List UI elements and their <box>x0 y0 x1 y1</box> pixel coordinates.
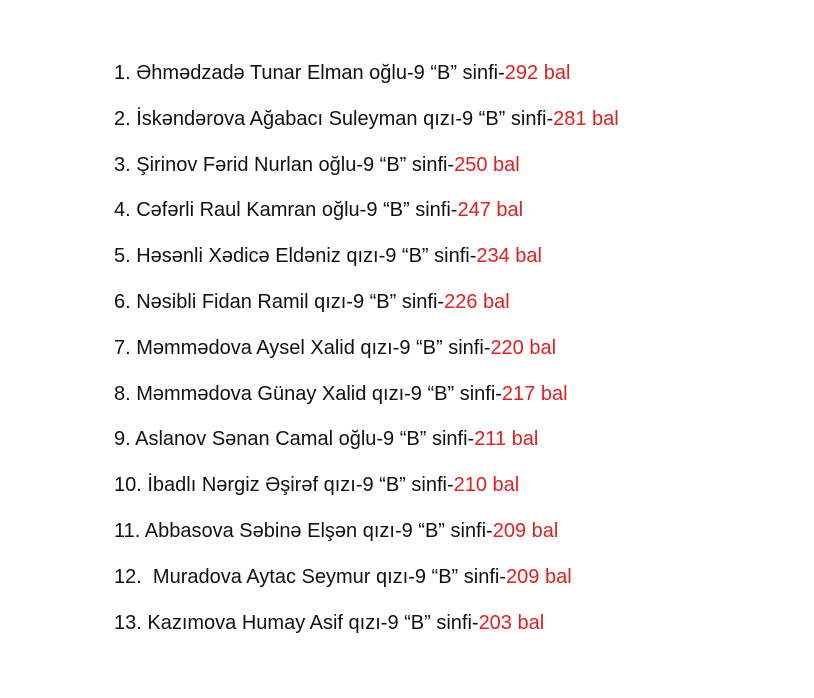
student-entry-text: 13. Kazımova Humay Asif qızı-9 “B” sinfi- <box>114 611 479 634</box>
student-entry-text: 5. Həsənli Xədicə Eldəniz qızı-9 “B” sinfi- <box>114 245 477 268</box>
score-value: 281 bal <box>553 107 619 130</box>
list-item <box>114 422 619 468</box>
score-value: 226 bal <box>444 290 510 313</box>
student-entry-text: 7. Məmmədova Aysel Xalid qızı-9 “B” sinfi- <box>114 336 491 359</box>
score-value: 210 bal <box>453 474 520 497</box>
ranking-list <box>114 56 619 651</box>
student-entry-text: 4. Cəfərli Raul Kamran oğlu-9 “B” sinfi- <box>114 199 458 222</box>
score-value: 220 bal <box>490 336 557 359</box>
list-item <box>114 468 619 514</box>
list-item <box>114 514 619 560</box>
list-item <box>114 56 619 102</box>
list-item <box>114 560 619 606</box>
list-item <box>114 193 619 239</box>
list-item <box>114 239 619 285</box>
student-entry-text: 8. Məmmədova Günay Xalid qızı-9 “B” sinfi- <box>114 382 502 405</box>
score-value: 234 bal <box>476 245 542 268</box>
score-value: 247 bal <box>457 199 524 222</box>
score-value: 211 bal <box>474 428 539 451</box>
student-entry-text: 11. Abbasova Səbinə Elşən qızı-9 “B” sinfi- <box>114 519 493 542</box>
list-item <box>114 606 619 652</box>
student-entry-text: 2. İskəndərova Ağabacı Suleyman qızı-9 “B” sinfi- <box>114 107 554 130</box>
student-entry-text: 10. İbadlı Nərgiz Əşirəf qızı-9 “B” sinfi- <box>114 474 454 497</box>
score-value: 209 bal <box>506 565 572 588</box>
list-item <box>114 285 619 331</box>
list-item <box>114 331 619 377</box>
score-value: 217 bal <box>501 382 568 405</box>
score-value: 250 bal <box>454 153 520 176</box>
list-item <box>114 377 619 423</box>
list-item <box>114 102 619 148</box>
student-entry-text: 3. Şirinov Fərid Nurlan oğlu-9 “B” sinfi- <box>114 153 455 176</box>
score-value: 292 bal <box>504 62 571 84</box>
student-entry-text: 6. Nəsibli Fidan Ramil qızı-9 “B” sinfi- <box>114 290 445 313</box>
student-entry-text: 1. Əhmədzadə Tunar Elman oğlu-9 “B” sinfi- <box>114 62 505 84</box>
student-entry-text: 9. Aslanov Sənan Camal oğlu-9 “B” sinfi- <box>114 428 475 451</box>
student-entry-text: 12. Muradova Aytac Seymur qızı-9 “B” sinfi- <box>114 565 507 588</box>
score-value: 203 bal <box>478 611 545 634</box>
score-value: 209 bal <box>492 519 559 542</box>
list-item <box>114 148 619 194</box>
